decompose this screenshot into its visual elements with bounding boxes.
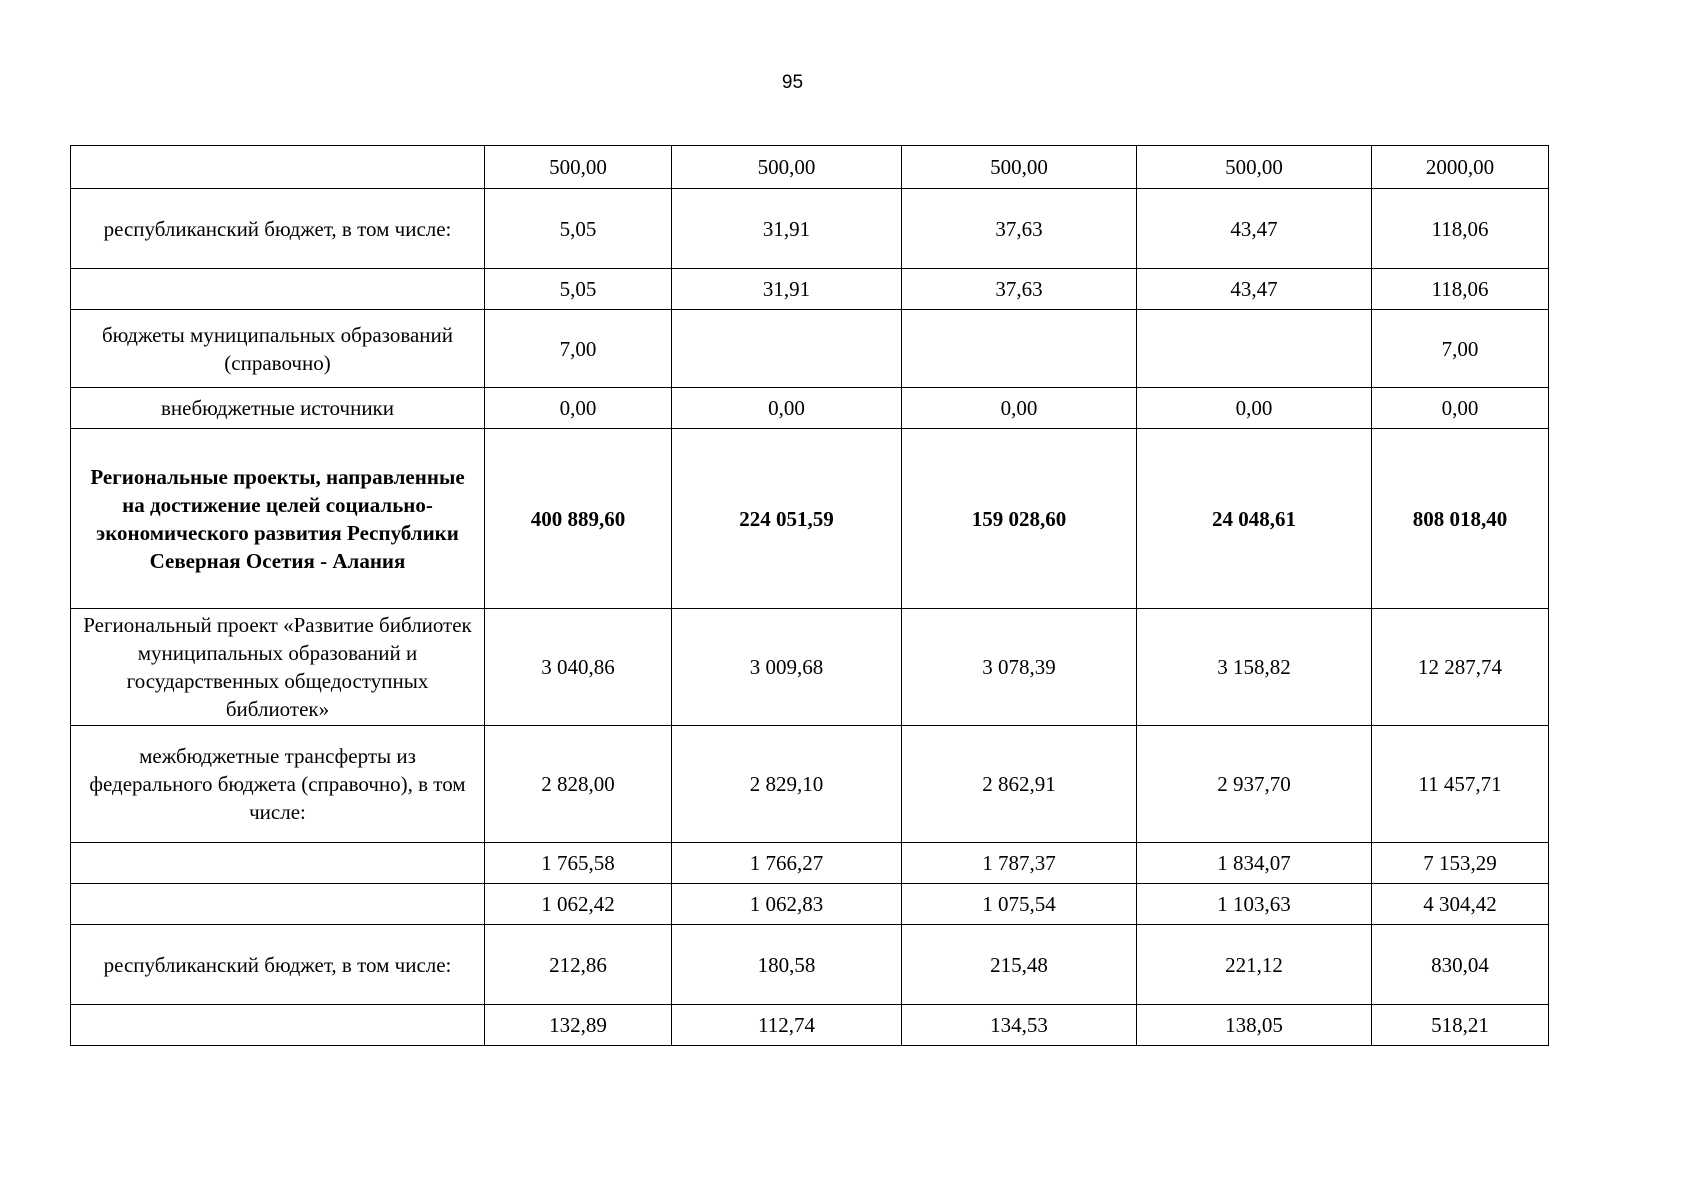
row-label: бюджеты муниципальных образований (справочно)	[71, 310, 485, 388]
table-row	[71, 269, 1549, 310]
row-label	[71, 884, 485, 925]
value-cell: 138,05	[1137, 1005, 1372, 1046]
value-cell: 7 153,29	[1372, 843, 1549, 884]
value-cell: 7,00	[1372, 310, 1549, 388]
value-cell: 112,74	[672, 1005, 902, 1046]
value-cell: 500,00	[902, 146, 1137, 189]
row-label	[71, 843, 485, 884]
value-cell: 2000,00	[1372, 146, 1549, 189]
value-cell: 3 040,86	[485, 609, 672, 726]
value-cell: 808 018,40	[1372, 429, 1549, 609]
budget-table	[70, 145, 1549, 1046]
table-row	[71, 429, 1549, 609]
value-cell: 12 287,74	[1372, 609, 1549, 726]
row-label	[71, 269, 485, 310]
value-cell: 31,91	[672, 269, 902, 310]
value-cell: 500,00	[672, 146, 902, 189]
value-cell: 2 937,70	[1137, 726, 1372, 843]
value-cell: 215,48	[902, 925, 1137, 1005]
value-cell: 180,58	[672, 925, 902, 1005]
value-cell: 4 304,42	[1372, 884, 1549, 925]
value-cell: 132,89	[485, 1005, 672, 1046]
value-cell: 518,21	[1372, 1005, 1549, 1046]
table-row	[71, 146, 1549, 189]
value-cell: 5,05	[485, 269, 672, 310]
table-row	[71, 189, 1549, 269]
page-number: 95	[781, 72, 804, 93]
value-cell: 2 829,10	[672, 726, 902, 843]
value-cell: 24 048,61	[1137, 429, 1372, 609]
table-row	[71, 310, 1549, 388]
value-cell: 118,06	[1372, 269, 1549, 310]
value-cell	[1137, 310, 1372, 388]
value-cell: 400 889,60	[485, 429, 672, 609]
table-row	[71, 388, 1549, 429]
row-label: Региональные проекты, направленные на достижение целей социально-экономического развития Республики Северная Осетия - Алания	[71, 429, 485, 609]
value-cell: 134,53	[902, 1005, 1137, 1046]
value-cell: 3 078,39	[902, 609, 1137, 726]
value-cell	[902, 310, 1137, 388]
value-cell: 1 062,42	[485, 884, 672, 925]
value-cell: 0,00	[1137, 388, 1372, 429]
value-cell	[672, 310, 902, 388]
value-cell: 2 828,00	[485, 726, 672, 843]
value-cell: 37,63	[902, 269, 1137, 310]
value-cell: 7,00	[485, 310, 672, 388]
row-label: Региональный проект «Развитие библиотек муниципальных образований и государственных общедоступных библиотек»	[71, 609, 485, 726]
value-cell: 500,00	[485, 146, 672, 189]
row-label	[71, 1005, 485, 1046]
row-label	[71, 146, 485, 189]
value-cell: 0,00	[902, 388, 1137, 429]
table-row	[71, 843, 1549, 884]
value-cell: 0,00	[485, 388, 672, 429]
table-row	[71, 1005, 1549, 1046]
value-cell: 43,47	[1137, 189, 1372, 269]
row-label: республиканский бюджет, в том числе:	[71, 189, 485, 269]
value-cell: 11 457,71	[1372, 726, 1549, 843]
value-cell: 159 028,60	[902, 429, 1137, 609]
value-cell: 212,86	[485, 925, 672, 1005]
table-row	[71, 925, 1549, 1005]
value-cell: 830,04	[1372, 925, 1549, 1005]
table-row	[71, 609, 1549, 726]
value-cell: 1 062,83	[672, 884, 902, 925]
row-label: межбюджетные трансферты из федерального бюджета (справочно), в том числе:	[71, 726, 485, 843]
value-cell: 224 051,59	[672, 429, 902, 609]
value-cell: 5,05	[485, 189, 672, 269]
value-cell: 0,00	[672, 388, 902, 429]
value-cell: 43,47	[1137, 269, 1372, 310]
table-row	[71, 884, 1549, 925]
table-row	[71, 726, 1549, 843]
row-label: внебюджетные источники	[71, 388, 485, 429]
value-cell: 37,63	[902, 189, 1137, 269]
value-cell: 221,12	[1137, 925, 1372, 1005]
value-cell: 118,06	[1372, 189, 1549, 269]
value-cell: 3 158,82	[1137, 609, 1372, 726]
value-cell: 0,00	[1372, 388, 1549, 429]
value-cell: 1 075,54	[902, 884, 1137, 925]
value-cell: 1 103,63	[1137, 884, 1372, 925]
value-cell: 1 787,37	[902, 843, 1137, 884]
row-label: республиканский бюджет, в том числе:	[71, 925, 485, 1005]
value-cell: 3 009,68	[672, 609, 902, 726]
value-cell: 500,00	[1137, 146, 1372, 189]
value-cell: 2 862,91	[902, 726, 1137, 843]
value-cell: 1 834,07	[1137, 843, 1372, 884]
value-cell: 31,91	[672, 189, 902, 269]
value-cell: 1 765,58	[485, 843, 672, 884]
value-cell: 1 766,27	[672, 843, 902, 884]
